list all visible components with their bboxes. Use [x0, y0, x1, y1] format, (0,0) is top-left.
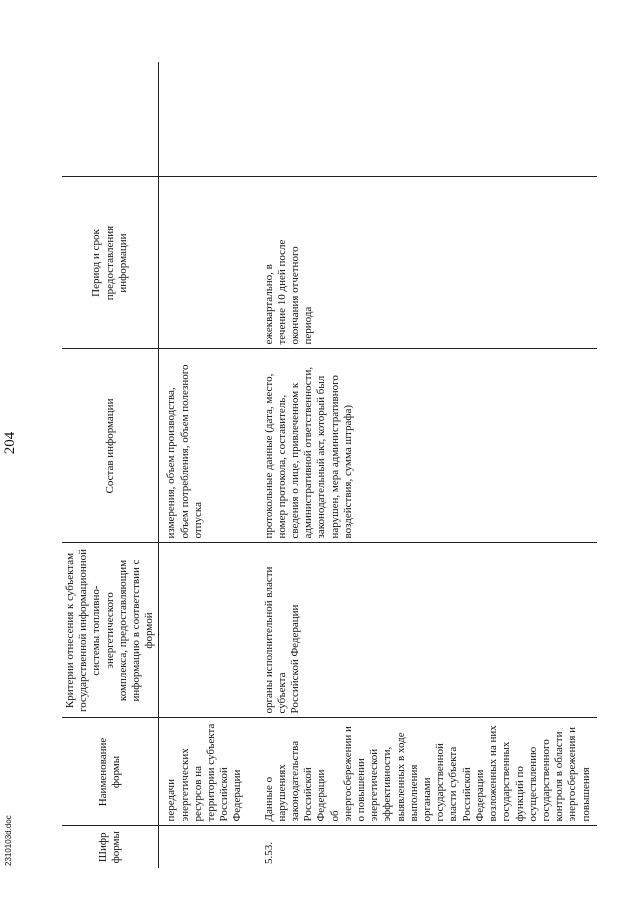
row-extra	[159, 62, 259, 177]
row-composition: измерения, объем производства, объем потребления, объем полезного отпуска	[159, 349, 259, 543]
row-period	[159, 177, 259, 349]
row-code	[159, 826, 259, 868]
row-name: Данные о нарушениях законодательства Российской Федерации об энергосбережении и о повышении энергетической эффективности, выявленных в ходе выполнения органами государственной власти субъекта Российской Федерации возложенных на них государственных функций по осуществлению государственного контроля в области энергосбережения и повышения	[259, 718, 597, 826]
row-extra	[259, 62, 597, 177]
row-period: ежеквартально, в течение 10 дней после окончания отчетного периода	[259, 177, 597, 349]
row-code: 5.53.	[262, 842, 275, 864]
header-code: Шифр формы	[62, 826, 159, 868]
table-row	[159, 62, 259, 868]
table-header-row	[62, 62, 159, 868]
forms-table	[62, 62, 597, 868]
rotated-page	[0, 18, 600, 868]
row-criteria	[159, 543, 259, 718]
row-criteria: органы исполнительной власти субъекта Российской Федерации	[259, 543, 597, 718]
header-composition: Состав информации	[62, 349, 159, 543]
header-period: Период и срок предоставления информации	[62, 177, 159, 349]
row-name: передачи энергетических ресурсов на территории субъекта Российской Федерации	[159, 718, 259, 826]
header-name: Наименование формы	[62, 718, 159, 826]
header-empty	[62, 62, 159, 177]
header-criteria: Критерии отнесения к субъектам государственной информационной системы топливно-энергетического комплекса, предоставляющим информацию в соответствии с формой	[62, 543, 159, 718]
document-code: 2310103d.doc	[4, 815, 13, 866]
table-row	[259, 62, 597, 868]
page-number: 204	[2, 431, 18, 455]
row-composition: протокольные данные (дата, место, номер протокола, составитель, сведения о лице, привлеченном к административной ответственности, законодательный акт, который был нарушен, мера административного воздействия, сумма штрафа)	[259, 349, 597, 543]
